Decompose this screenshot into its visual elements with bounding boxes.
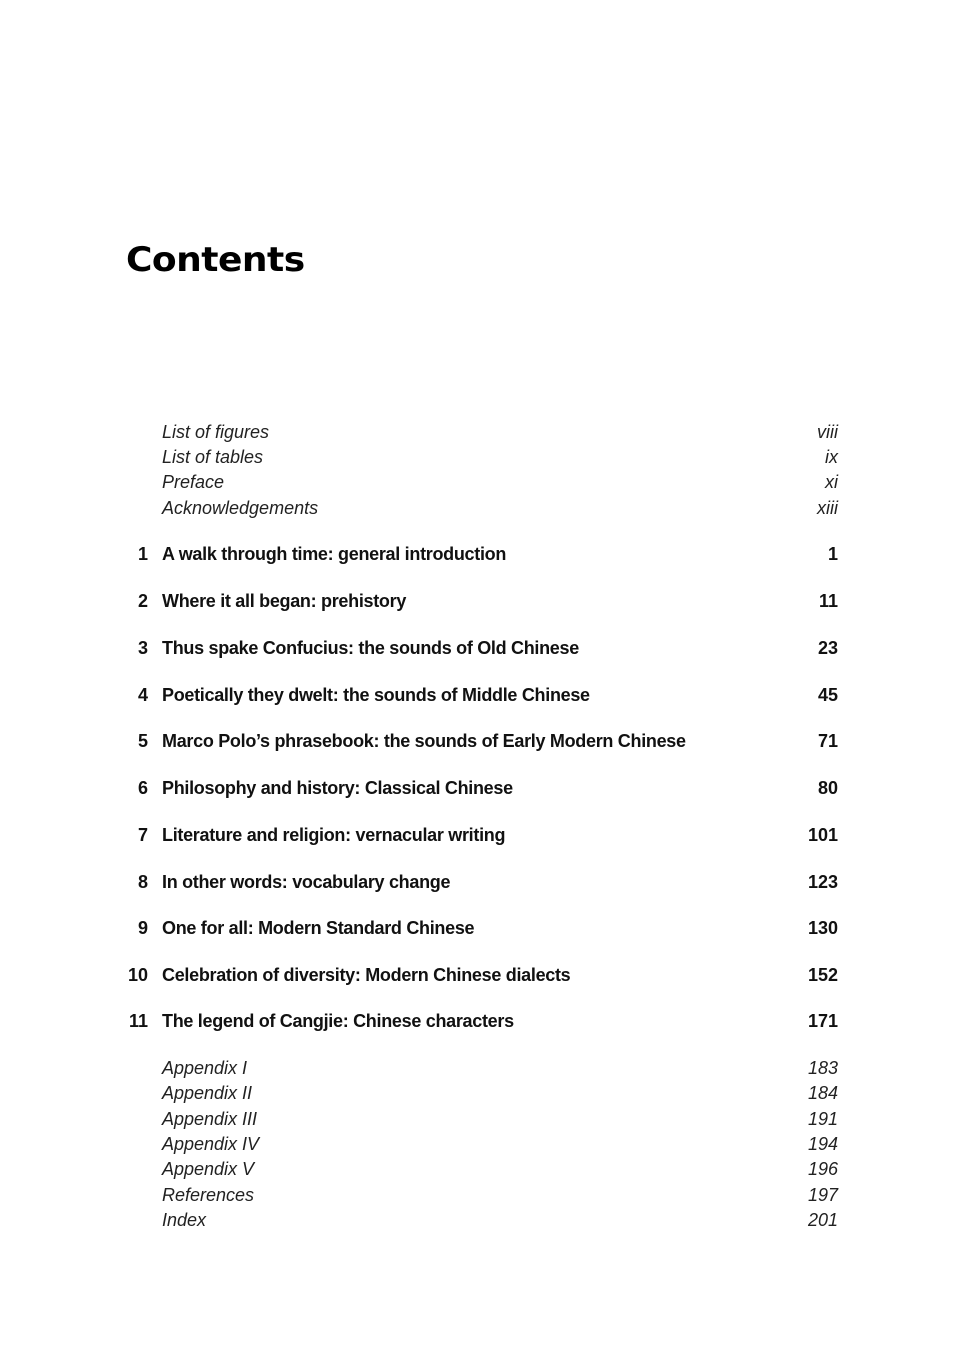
- toc-entry-page: ix: [825, 447, 838, 467]
- chapter-title: Literature and religion: vernacular writing: [162, 825, 506, 845]
- toc-chapter-9[interactable]: [0, 915, 960, 941]
- toc-chapter-2[interactable]: [0, 588, 960, 614]
- toc-chapter-3[interactable]: [0, 635, 960, 661]
- chapter-title: One for all: Modern Standard Chinese: [162, 918, 475, 938]
- chapter-number: 5: [137, 731, 148, 751]
- toc-entry-appendix-3[interactable]: [0, 1106, 960, 1132]
- chapter-number: 4: [137, 685, 148, 705]
- chapter-page: 11: [818, 591, 838, 611]
- toc-entry-appendix-1[interactable]: [0, 1055, 960, 1081]
- toc-entry-title: Appendix II: [162, 1083, 253, 1103]
- chapter-title: Where it all began: prehistory: [162, 591, 407, 611]
- chapter-number: 11: [128, 1011, 148, 1031]
- toc-entry-title: Preface: [162, 472, 225, 492]
- chapter-title: Philosophy and history: Classical Chinese: [162, 778, 513, 798]
- toc-entry-title: References: [162, 1185, 255, 1205]
- toc-entry-page: 194: [807, 1134, 838, 1154]
- chapter-page: 45: [817, 685, 838, 705]
- toc-entry-title: Acknowledgements: [162, 498, 319, 518]
- toc-entry-title: List of tables: [162, 447, 264, 467]
- chapter-number: 3: [137, 638, 148, 658]
- toc-entry-title: List of figures: [162, 422, 270, 442]
- toc-entry-index[interactable]: [0, 1207, 960, 1233]
- toc-entry-page: 201: [807, 1210, 838, 1230]
- chapter-page: 71: [817, 731, 838, 751]
- chapter-page: 130: [807, 918, 838, 938]
- toc-entry-preface[interactable]: [0, 469, 960, 495]
- toc-entry-page: 197: [807, 1185, 838, 1205]
- chapter-title: Poetically they dwelt: the sounds of Middle Chinese: [162, 685, 590, 705]
- toc-chapter-11[interactable]: [0, 1008, 960, 1034]
- chapter-title: Celebration of diversity: Modern Chinese dialects: [162, 965, 571, 985]
- chapter-page: 80: [817, 778, 838, 798]
- toc-entry-appendix-4[interactable]: [0, 1131, 960, 1157]
- toc-entry-title: Appendix V: [162, 1159, 255, 1179]
- chapter-number: 2: [137, 591, 148, 611]
- toc-entry-appendix-2[interactable]: [0, 1080, 960, 1106]
- toc-chapter-8[interactable]: [0, 869, 960, 895]
- chapter-number: 9: [137, 918, 148, 938]
- chapter-title: A walk through time: general introduction: [162, 544, 507, 564]
- toc-entry-appendix-5[interactable]: [0, 1156, 960, 1182]
- toc-entry-references[interactable]: [0, 1182, 960, 1208]
- chapter-title: In other words: vocabulary change: [162, 872, 451, 892]
- toc-entry-title: Appendix IV: [162, 1134, 260, 1154]
- chapter-page: 171: [807, 1011, 838, 1031]
- chapter-title: Thus spake Confucius: the sounds of Old Chinese: [162, 638, 579, 658]
- toc-entry-page: 196: [807, 1159, 838, 1179]
- toc-entry-page: 191: [807, 1109, 838, 1129]
- chapter-page: 101: [807, 825, 838, 845]
- chapter-number: 7: [137, 825, 148, 845]
- toc-entry-page: 183: [807, 1058, 838, 1078]
- toc-entry-title: Appendix III: [162, 1109, 258, 1129]
- chapter-number: 6: [137, 778, 148, 798]
- toc-chapter-7[interactable]: [0, 822, 960, 848]
- chapter-title: Marco Polo’s phrasebook: the sounds of Early Modern Chinese: [162, 731, 686, 751]
- chapter-title: The legend of Cangjie: Chinese characters: [162, 1011, 514, 1031]
- chapter-number: 10: [127, 965, 148, 985]
- toc-chapter-6[interactable]: [0, 775, 960, 801]
- chapter-number: 1: [137, 544, 148, 564]
- chapter-page: 23: [817, 638, 838, 658]
- toc-chapter-1[interactable]: [0, 541, 960, 567]
- toc-entry-page: xiii: [817, 498, 838, 518]
- toc-entry-title: Appendix I: [162, 1058, 248, 1078]
- toc-entry-list-of-tables[interactable]: [0, 444, 960, 470]
- chapter-page: 123: [807, 872, 838, 892]
- toc-entry-title: Index: [162, 1210, 207, 1230]
- toc-entry-page: xi: [825, 472, 838, 492]
- chapter-number: 8: [137, 872, 148, 892]
- toc-entry-page: viii: [817, 422, 838, 442]
- chapter-page: 1: [827, 544, 838, 564]
- toc-entry-page: 184: [807, 1083, 838, 1103]
- chapter-page: 152: [807, 965, 838, 985]
- toc-chapter-5[interactable]: [0, 728, 960, 754]
- toc-entry-acknowledgements[interactable]: [0, 495, 960, 521]
- toc-entry-list-of-figures[interactable]: [0, 419, 960, 445]
- toc-chapter-4[interactable]: [0, 682, 960, 708]
- toc-chapter-10[interactable]: [0, 962, 960, 988]
- page-title: Contents: [126, 240, 305, 280]
